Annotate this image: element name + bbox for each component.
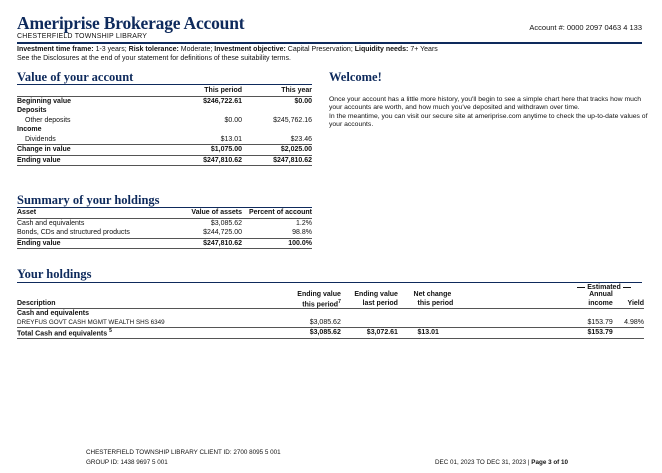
summary-value: $3,085.62: [210, 219, 242, 227]
welcome-paragraph-1: Once your account has a little more history, you'll begin to see a simple chart here that tracks how much your accounts are worth, and how much you've deposited and withdrawn over time.: [329, 96, 642, 112]
row-other-deposits: [17, 116, 312, 126]
suitability-line: [17, 46, 438, 53]
summary-percent: 1.2%: [296, 219, 312, 227]
row-label: Change in value: [17, 145, 167, 156]
row-year-value: [242, 106, 312, 116]
liquidity-value: 7+ Years: [408, 46, 438, 53]
col-this-year: This year: [281, 87, 312, 95]
row-change-in-value: [17, 145, 312, 156]
col-this-period: This period: [204, 87, 242, 95]
category-label: Cash and equivalents: [17, 310, 89, 318]
col-percent-of-account: Percent of account: [242, 208, 312, 218]
estimated-bracket-right: [623, 287, 631, 288]
summary-row: [17, 218, 312, 228]
col-description: Description: [17, 299, 287, 309]
row-period-value: $0.00: [224, 116, 242, 124]
summary-asset: Bonds, CDs and structured products: [17, 229, 130, 237]
row-label: Deposits: [17, 107, 47, 115]
statement-period: DEC 01, 2023 TO DEC 31, 2023 |: [435, 459, 532, 466]
col-ending-last-1: Ending value: [354, 291, 398, 298]
col-annual-income-2: income: [559, 299, 613, 309]
estimated-bracket-left: [577, 287, 585, 288]
footer-client-id: CHESTERFIELD TOWNSHIP LIBRARY CLIENT ID: 2700 8095 5 001: [86, 449, 281, 456]
row-label: Other deposits: [25, 116, 71, 124]
row-label: Ending value: [17, 155, 167, 166]
holdings-table: [17, 290, 644, 339]
row-year-value: $247,810.62: [242, 155, 312, 166]
page-number: Page 3 of 10: [531, 459, 569, 466]
summary-total-row: [17, 238, 312, 249]
footer-period: [435, 459, 568, 466]
summary-total-label: Ending value: [17, 238, 167, 249]
holdings-category-row: [17, 309, 644, 319]
objective-value: Capital Preservation;: [285, 46, 355, 53]
summary-section-title: Summary of your holdings: [17, 193, 160, 207]
col-ending-this-2: [287, 299, 341, 309]
row-income: [17, 125, 312, 135]
summary-percent: 98.8%: [292, 229, 312, 237]
footnote-7: 7: [338, 299, 341, 305]
row-ending-value: [17, 155, 312, 166]
col-ending-this-2-label: this period: [302, 301, 339, 309]
row-period-value: $1,075.00: [167, 145, 242, 156]
col-annual-1: Annual: [589, 291, 613, 298]
total-description-label: Total Cash and equivalents: [17, 330, 108, 338]
col-net-change-2: this period: [414, 299, 487, 309]
footnote-5: 5: [109, 328, 112, 335]
total-ending-last: $3,072.61: [341, 328, 398, 338]
statement-title: Ameriprise Brokerage Account: [17, 13, 245, 33]
row-period-value: $13.01: [220, 135, 242, 143]
row-label: Beginning value: [17, 96, 167, 106]
row-label: Dividends: [25, 135, 56, 143]
value-table: [17, 86, 312, 166]
row-year-value: [242, 125, 312, 135]
holdings-header-1: [17, 290, 644, 299]
welcome-paragraph-2: In the meantime, you can visit our secure site at ameriprise.com anytime to check the up-to-date values of your accounts.: [329, 112, 648, 129]
col-ending-last-2: last period: [341, 299, 398, 309]
row-period-value: $247,810.62: [167, 155, 242, 166]
disclosure-note: See the Disclosures at the end of your statement for definitions of these suitability terms.: [17, 55, 291, 62]
row-year-value: $245,762.16: [273, 116, 312, 124]
row-period-value: $246,722.61: [167, 96, 242, 106]
row-period-value: [167, 125, 242, 135]
welcome-text: [329, 96, 649, 130]
value-section-rule: [17, 84, 312, 85]
summary-total-percent: 100.0%: [242, 238, 312, 249]
row-period-value: [167, 106, 242, 116]
row-beginning-value: [17, 96, 312, 106]
row-year-value: $0.00: [242, 96, 312, 106]
col-net-change-1: Net change: [413, 291, 452, 298]
time-frame-label: Investment time frame:: [17, 46, 94, 53]
value-table-header: [17, 86, 312, 96]
summary-table: [17, 208, 312, 249]
row-label: Income: [17, 126, 42, 134]
summary-asset: Cash and equivalents: [17, 219, 85, 227]
col-yield: Yield: [613, 299, 644, 309]
account-owner: CHESTERFIELD TOWNSHIP LIBRARY: [17, 33, 148, 40]
holding-ending-this: $3,085.62: [287, 318, 341, 328]
total-income: $153.79: [559, 328, 613, 338]
estimated-label: Estimated: [587, 284, 621, 291]
holdings-item-row: [17, 318, 644, 328]
footer-group-id: GROUP ID: 1438 9697 5 001: [86, 459, 168, 466]
liquidity-label: Liquidity needs:: [354, 46, 409, 53]
holding-yield: 4.98%: [613, 318, 644, 328]
holdings-header-2: [17, 299, 644, 309]
summary-header: [17, 208, 312, 218]
holdings-section-title: Your holdings: [17, 267, 92, 281]
header-rule: [17, 42, 642, 44]
summary-total-value: $247,810.62: [167, 238, 242, 249]
col-ending-this-1: Ending value: [297, 291, 341, 298]
holding-income: $153.79: [559, 318, 613, 328]
holdings-total-row: [17, 328, 644, 338]
total-net-change: $13.01: [414, 328, 487, 338]
risk-value: Moderate;: [178, 46, 215, 53]
summary-row: [17, 228, 312, 238]
time-frame-value: 1-3 years;: [93, 46, 129, 53]
risk-label: Risk tolerance:: [128, 46, 179, 53]
account-number: Account #: 0000 2097 0463 4 133: [529, 23, 642, 32]
objective-label: Investment objective:: [214, 46, 286, 53]
total-ending-this: $3,085.62: [287, 328, 341, 338]
value-section-title: Value of your account: [17, 70, 134, 84]
row-deposits: [17, 106, 312, 116]
holdings-section-rule: [17, 282, 642, 283]
row-year-value: $2,025.00: [242, 145, 312, 156]
row-year-value: $23.46: [290, 135, 312, 143]
welcome-title: Welcome!: [329, 70, 382, 84]
holding-description: DREYFUS GOVT CASH MGMT WEALTH SHS 6349: [17, 318, 287, 328]
summary-value: $244,725.00: [203, 229, 242, 237]
row-dividends: [17, 135, 312, 145]
col-value-of-assets: Value of assets: [167, 208, 242, 218]
col-asset: Asset: [17, 208, 167, 218]
total-description: [17, 328, 287, 338]
